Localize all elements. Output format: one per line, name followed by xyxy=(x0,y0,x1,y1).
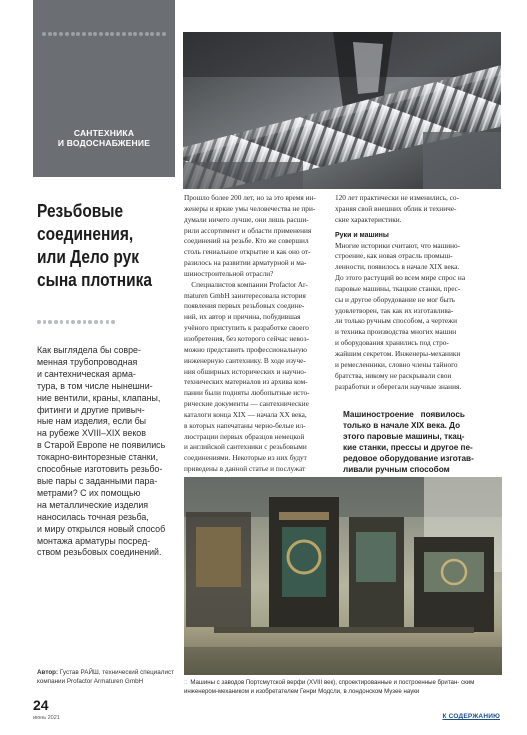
pull-quote xyxy=(343,410,503,475)
body-line: жайшим секретом. Инженеры-механики xyxy=(335,348,461,358)
lead-line: и сантехническая арма- xyxy=(37,368,136,379)
body-line: пании были подняты любопытные исто- xyxy=(184,388,310,398)
decorative-dots xyxy=(42,32,166,36)
body-line: паровые машины, ткацкие станки, прес- xyxy=(335,283,461,293)
body-line: 120 лет практически не изменились, со- xyxy=(335,193,459,202)
body-line: соединений на резьбе. Кто же совершил xyxy=(184,236,309,246)
body-line: приведены в данной статье и послужат xyxy=(184,464,306,474)
lead-line: наносилась точная резьба, xyxy=(37,511,149,522)
body-line: Прошло более 200 лет, но за это время ин- xyxy=(184,193,316,202)
title-line: соединения, xyxy=(37,224,134,244)
body-column-2 xyxy=(184,193,334,497)
body-line: учёного приступить к разработке своего xyxy=(184,323,309,333)
body-line: каталоги конца XIX — начала XX века, xyxy=(184,409,307,419)
section-label xyxy=(33,128,175,148)
lead-line: ством резьбовых соединений. xyxy=(37,547,162,558)
author-text: Густав РАЙШ, технический специалист компании Profactor Armaturen GmbH xyxy=(37,669,174,685)
body-line: рические документы — сантехнические xyxy=(184,399,309,409)
body-line: и техника производства многих машин xyxy=(335,327,457,337)
section-banner xyxy=(33,0,175,177)
body-line: maturen GmbH заинтересовала история xyxy=(184,290,306,300)
body-line: Специалистов компании Profactor Ar- xyxy=(184,279,308,289)
body-line: рили ассортимент и области применения xyxy=(184,225,312,235)
lead-line: и миру открылся новый способ xyxy=(37,523,166,534)
pull-quote-line: только в начале XIX века. До xyxy=(343,420,461,430)
lead-line: вые пары с заданными пара- xyxy=(37,475,158,486)
lead-line: в Старой Европе не появились xyxy=(37,440,166,451)
author-credit xyxy=(37,668,182,686)
body-line: ленности, появилось в начале XIX века. xyxy=(335,262,460,272)
body-line: и английской сантехники с резьбовыми xyxy=(184,442,307,452)
issue-date: июнь 2021 xyxy=(33,715,60,721)
pull-quote-line: этого паровые машины, ткац- xyxy=(343,431,465,441)
body-line: братства, никому не раскрывали свои xyxy=(335,370,452,380)
title-line: Резьбовые xyxy=(37,201,124,221)
body-line: строение, как новая отрасль промыш- xyxy=(335,251,453,261)
body-line: шиностроительной отрасли? xyxy=(184,268,274,278)
pull-quote-line: Машиностроение появилось xyxy=(343,410,465,419)
body-line: столь гениальное открытие и как оно от- xyxy=(184,247,311,257)
lead-paragraph xyxy=(37,345,182,559)
body-line: ния обширных исторических и научно- xyxy=(184,366,307,376)
body-line: ские характеристики. xyxy=(335,214,402,224)
body-line: ли только ручным способом, а чертежи xyxy=(335,316,457,326)
body-line: можно представить профессиональную xyxy=(184,344,307,354)
body-line: и ремесленники, словно члены тайного xyxy=(335,359,458,369)
lead-line: фитинги и другие привыч- xyxy=(37,404,145,415)
body-line: в которых напечатаны черно-белые ил- xyxy=(184,420,306,430)
lead-line: тура, в том числе нынешни- xyxy=(37,380,153,391)
title-line: или Дело рук xyxy=(37,247,139,267)
body-line: разилось на развитии арматурной и ма- xyxy=(184,258,307,268)
body-line: и оборудования хранились под стро- xyxy=(335,338,449,348)
section-label-line1: САНТЕХНИКА xyxy=(73,128,135,138)
page-number: 24 xyxy=(33,697,49,713)
body-line: инженерную сантехнику. В ходе изуче- xyxy=(184,355,306,365)
article-title xyxy=(37,200,157,292)
pull-quote-line: редовое оборудование изготав- xyxy=(343,453,474,463)
pull-quote-line: кие станки, прессы и другое пе- xyxy=(343,442,473,452)
caption-text: Машины с заводов Портсмутской верфи (XVIII век), спроектированные и построенные британ- ским инженером-механиком и изобретателем Генри Модсли, в лондонском Музее науки xyxy=(184,679,475,695)
lead-line: ние вентили, краны, клапаны, xyxy=(37,392,161,403)
body-line: ний, их автор и причина, побудившая xyxy=(184,312,301,322)
body-line: технических материалов из архива ком- xyxy=(184,377,308,387)
lead-line: на рубеже XVIII–XIX веков xyxy=(37,428,146,439)
author-label: Автор: xyxy=(37,669,59,676)
lead-line: способные изготовить резьбо- xyxy=(37,464,163,475)
section-label-line2: И ВОДОСНАБЖЕНИЕ xyxy=(57,138,151,148)
body-line: женеры и яркие умы человечества не при- xyxy=(184,203,316,213)
lead-line: на металлические изделия xyxy=(37,499,149,510)
body-line: До этого растущий во всем мире спрос на xyxy=(335,273,466,283)
body-line: сы и другое оборудование не мог быть xyxy=(335,294,455,304)
body-line: удовлетворен, так как их изготавлива- xyxy=(335,305,454,315)
lead-line: менная трубопроводная xyxy=(37,356,138,367)
museum-machines-photo xyxy=(184,477,502,675)
body-line: соединениями. Некоторые из них будут xyxy=(184,453,307,463)
body-line: люстрации первых образцов немецкой xyxy=(184,431,305,441)
title-line: сына плотника xyxy=(37,270,152,290)
lead-line: ные нам изделия, если бы xyxy=(37,416,147,427)
lead-line: Как выглядела бы совре- xyxy=(37,345,141,355)
lead-line: токарно-винторезные станки, xyxy=(37,452,159,463)
pull-quote-line: ливали ручным способом xyxy=(343,464,450,474)
caption-marker: :: xyxy=(184,679,188,686)
photo-caption xyxy=(184,679,504,696)
body-column-3 xyxy=(335,193,501,392)
body-line: изобретения, без которого сейчас невоз- xyxy=(184,333,309,343)
section-subheading: Руки и машины xyxy=(335,231,389,239)
body-line: разработки и оберегали научные знания. xyxy=(335,381,462,391)
table-of-contents-link[interactable]: К СОДЕРЖАНИЮ xyxy=(442,713,500,720)
body-line: думали ничего лучше, они лишь расши- xyxy=(184,214,309,224)
body-line: Многие историки считают, что машино- xyxy=(335,240,461,250)
body-line: появления первых резьбовых соедине- xyxy=(184,301,305,311)
lead-line: монтажа арматуры посред- xyxy=(37,535,151,546)
threaded-shaft-photo xyxy=(183,32,501,189)
lead-line: метрами? С их помощью xyxy=(37,487,141,498)
decorative-dots xyxy=(37,320,115,324)
body-line: храняя свой внешних облик и техниче- xyxy=(335,203,457,213)
